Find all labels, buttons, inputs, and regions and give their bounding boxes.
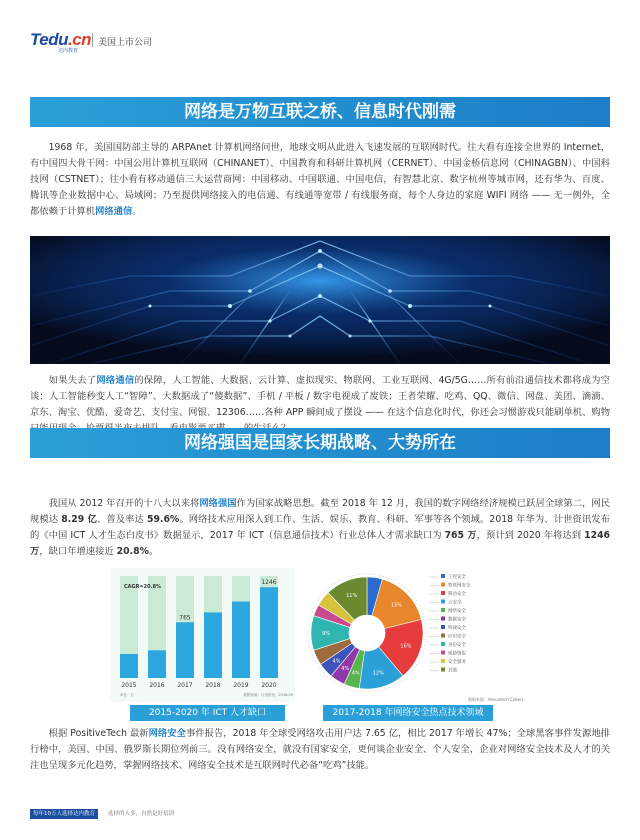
bar-category-label: 2019 bbox=[233, 682, 249, 689]
bar-source-note: 数据来源：计世资讯，2018.09 bbox=[243, 693, 293, 697]
legend-label: 物联网安全 bbox=[448, 583, 471, 589]
legend-label: 工控安全 bbox=[448, 575, 466, 580]
legend-swatch bbox=[441, 634, 445, 638]
legend-swatch bbox=[441, 574, 445, 578]
p1-text-a: 1968 年，美国国防部主导的 ARPAnet 计算机网络问世，地球文明从此进入飞速发展的互联网时代。往大看有连接全世界的 Internet，有中国四大骨干网：中国公用计算机互联网（CHINANET）、中国教育和科研计算机网（CERNET）、中国金桥信息网（CHINAGBN）、中国科技网（CSTNET）；往小看有移动通信三大运营商网：中国移动、中国联通、中国电信，有智慧北京、数字杭州等城市网，还有华为、百度、腾讯等企业数据中心、局域网；乃至提供网络接入的电信通、有线通等宽带 / 有线服务商，每个人身边的家庭 WIFI 网络 —— 无一例外，全都依赖于计算机 bbox=[30, 142, 610, 217]
paragraph-security bbox=[30, 726, 610, 774]
p3-text-d: 。网络技术应用深入到工作、生活、娱乐、教育、科研、军事等各个领域。2018 年华为、计世资讯发布的《中国 ICT 人才生态白皮书》数据显示，2017 年 ICT（信息通信技术）行业总体人才需求缺口为 bbox=[30, 514, 610, 541]
bar bbox=[148, 650, 166, 678]
p4-highlight: 网络安全 bbox=[148, 728, 186, 739]
paragraph-history bbox=[30, 140, 610, 220]
pie-slice-label: 9% bbox=[322, 631, 330, 637]
p3-netizens: 8.29 亿 bbox=[61, 514, 97, 525]
bar-category-label: 2017 bbox=[177, 682, 193, 689]
cagr-annotation: CAGR=20.8% bbox=[124, 584, 162, 590]
p3-gap-2020: 1246 万 bbox=[30, 530, 611, 557]
pie-slice-label: 4% bbox=[351, 670, 360, 677]
legend-label: 安全服务 bbox=[448, 660, 466, 665]
legend-label: 移动安全 bbox=[448, 592, 466, 597]
footer-badge: 每年10万人选择达内教育 bbox=[30, 809, 98, 819]
bar-value-label: 1246 bbox=[261, 579, 277, 587]
unit-note: 单位：万 bbox=[120, 693, 134, 697]
p4-text-a: 根据 PositiveTech 最新 bbox=[48, 728, 149, 739]
legend-label: 身份安全 bbox=[448, 643, 466, 648]
p2-text-a: 如果失去了 bbox=[48, 375, 97, 386]
pie-slice-label: 12% bbox=[372, 670, 384, 677]
pie-slice-label: 4% bbox=[332, 658, 341, 665]
bar bbox=[120, 654, 138, 678]
bar-value-label: 765 bbox=[179, 614, 191, 622]
section-title-strategy: 网络强国是国家长期战略、大势所在 bbox=[30, 428, 610, 458]
legend-swatch bbox=[441, 600, 445, 604]
bar-category-label: 2015 bbox=[121, 682, 137, 689]
logo-main: Tedu bbox=[30, 30, 68, 49]
legend-swatch bbox=[441, 583, 445, 587]
logo-subtitle: 达内教育 bbox=[58, 48, 79, 54]
logo-tld: .cn bbox=[67, 30, 92, 49]
legend-swatch bbox=[441, 668, 445, 672]
p3-highlight: 网络强国 bbox=[199, 498, 237, 509]
paragraph-strategy bbox=[30, 496, 610, 560]
legend-label: 网络安全 bbox=[448, 609, 466, 614]
security-hotspot-caption: 2017-2018 年网络安全热点技术领域 bbox=[323, 705, 493, 721]
legend-swatch bbox=[441, 642, 445, 646]
pie-slice-label: 4% bbox=[341, 665, 350, 672]
p3-text-f: ，缺口年增速接近 bbox=[39, 546, 117, 557]
legend-label: 其他 bbox=[448, 668, 457, 674]
bar bbox=[176, 622, 194, 678]
p3-text-a: 我国从 2012 年召开的十八大以来将 bbox=[48, 498, 200, 509]
bar-category-label: 2020 bbox=[261, 682, 277, 689]
p3-text-b: 作为国家战略思想。截至 2018 年 12 月，我国的数字网络经济规模已跃居全球第二，网民规模达 bbox=[30, 498, 610, 525]
circuit-illustration bbox=[30, 236, 610, 364]
p2-highlight: 网络通信 bbox=[96, 375, 135, 386]
p1-highlight: 网络通信 bbox=[95, 206, 133, 217]
footer bbox=[30, 809, 280, 819]
bar-category-label: 2018 bbox=[205, 682, 221, 689]
section-title-network: 网络是万物互联之桥、信息时代刚需 bbox=[30, 97, 610, 127]
security-pie-svg bbox=[305, 565, 525, 705]
ict-gap-caption: 2015-2020 年 ICT 人才缺口 bbox=[130, 705, 285, 721]
bar-category-label: 2016 bbox=[149, 682, 165, 689]
bar bbox=[204, 612, 222, 678]
pie-slice-label: 15% bbox=[390, 602, 403, 609]
ict-gap-chart bbox=[110, 568, 295, 702]
legend-label: 数据安全 bbox=[448, 617, 466, 623]
network-circuit-image bbox=[30, 236, 610, 364]
legend-label: 终端安全 bbox=[448, 626, 466, 631]
p3-text-c: 、普及率达 bbox=[96, 514, 147, 525]
header bbox=[0, 0, 640, 80]
p3-penetration: 59.6% bbox=[146, 514, 180, 525]
p3-text-e: ，预计到 2020 年将达到 bbox=[476, 530, 585, 541]
legend-label: 云安全 bbox=[448, 600, 462, 606]
p3-text-g: 。 bbox=[148, 546, 159, 557]
legend-swatch bbox=[441, 651, 445, 655]
p3-gap-2017: 765 万 bbox=[444, 530, 477, 541]
header-divider bbox=[92, 33, 93, 47]
ict-gap-bar-svg bbox=[110, 568, 295, 702]
legend-swatch bbox=[441, 591, 445, 595]
legend-swatch bbox=[441, 608, 445, 612]
footer-slogan: 选择的人多，自然是好培训 bbox=[108, 811, 175, 817]
pie-source-note: 数据来源：Venustech CyberI bbox=[467, 697, 523, 702]
legend-swatch bbox=[441, 625, 445, 629]
legend-swatch bbox=[441, 659, 445, 663]
security-hotspot-chart bbox=[305, 565, 525, 705]
p4-text-b: 事件报告，2018 年全球受网络攻击用户达 7.65 亿，相比 2017 年增长 47%；全球黑客事件发源地排行榜中，美国、中国、俄罗斯长期位列前三。没有网络安全，就没有国家安全，更何谈企业安全、个人安全，企业对网络安全技术及人才的关注也呈现多元化趋势，掌握网络技术、网络安全技术是互联网时代必备“吃鸡”技能。 bbox=[30, 728, 610, 771]
p1-text-b: 。 bbox=[132, 206, 142, 217]
pie-slice-label: 16% bbox=[400, 643, 412, 650]
p3-growth: 20.8% bbox=[116, 546, 149, 557]
company-tagline: 美国上市公司 bbox=[98, 38, 153, 48]
bar bbox=[260, 587, 278, 678]
bar bbox=[232, 602, 250, 679]
legend-label: 应用安全 bbox=[448, 634, 466, 640]
legend-label: 威胁情报 bbox=[448, 651, 466, 657]
legend-swatch bbox=[441, 617, 445, 621]
p2-text-b: 的保障，人工智能、大数据、云计算、虚拟现实、物联网、工业互联网、4G/5G……所有前沿通信技术都将成为空谈；人工智能秒变人工“智障”、大数据成了“傻数据”、手机 / 平板 / 数字电视成了废铁；王者荣耀、吃鸡、QQ、微信、网盘、美团、滴滴、京东、淘宝、优酷、爱奇艺、支付宝、网银、12306……各种 APP 瞬间成了摆设 —— 在这个信息化时代，你还会习惯游戏只能刷单机、购物 bbox=[30, 375, 610, 418]
pie-slice-label: 11% bbox=[346, 592, 358, 599]
